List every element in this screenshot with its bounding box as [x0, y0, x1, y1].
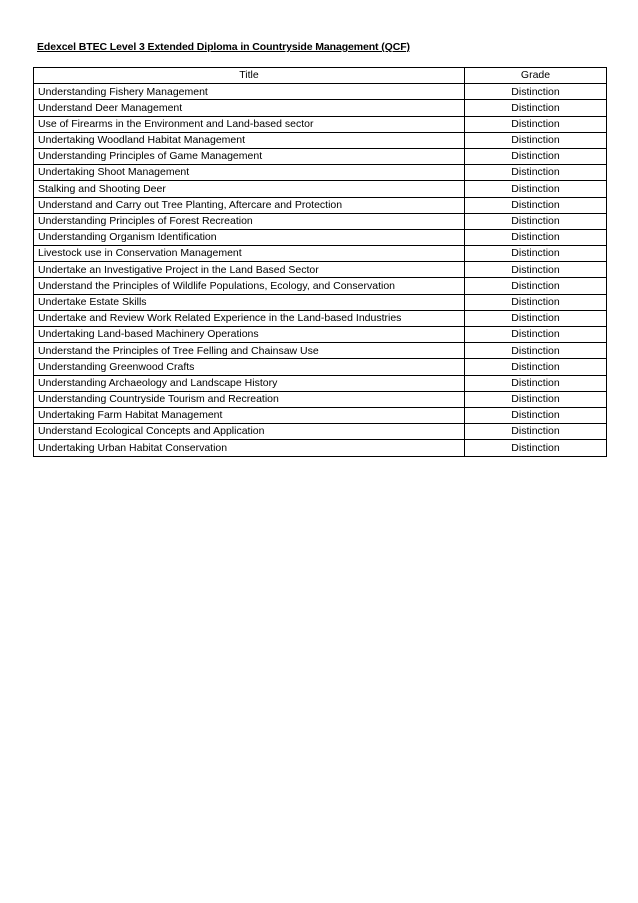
unit-title-cell: Understand the Principles of Tree Felling and Chainsaw Use: [34, 343, 465, 359]
table-row: [34, 84, 607, 100]
page-title: Edexcel BTEC Level 3 Extended Diploma in Countryside Management (QCF): [37, 41, 410, 53]
units-table: [33, 67, 607, 457]
unit-title-cell: Undertake an Investigative Project in the Land Based Sector: [34, 262, 465, 278]
table-row: [34, 132, 607, 148]
unit-title-cell: Livestock use in Conservation Management: [34, 246, 465, 262]
unit-title-cell: Understanding Countryside Tourism and Recreation: [34, 391, 465, 407]
table-row: [34, 375, 607, 391]
unit-title-cell: Understand Ecological Concepts and Application: [34, 424, 465, 440]
table-row: [34, 343, 607, 359]
table-row: [34, 391, 607, 407]
grade-cell: Distinction: [465, 262, 607, 278]
unit-title-cell: Understanding Principles of Game Management: [34, 148, 465, 164]
grade-cell: Distinction: [465, 132, 607, 148]
table-row: [34, 100, 607, 116]
unit-title-cell: Undertaking Land-based Machinery Operations: [34, 327, 465, 343]
grade-cell: Distinction: [465, 310, 607, 326]
table-row: [34, 197, 607, 213]
unit-title-cell: Understand Deer Management: [34, 100, 465, 116]
grade-cell: Distinction: [465, 327, 607, 343]
unit-title-cell: Understand and Carry out Tree Planting, Aftercare and Protection: [34, 197, 465, 213]
grade-cell: Distinction: [465, 391, 607, 407]
unit-title-cell: Understanding Principles of Forest Recreation: [34, 213, 465, 229]
grade-cell: Distinction: [465, 246, 607, 262]
table-row: [34, 213, 607, 229]
grade-cell: Distinction: [465, 181, 607, 197]
table-row: [34, 440, 607, 456]
table-row: [34, 262, 607, 278]
unit-title-cell: Stalking and Shooting Deer: [34, 181, 465, 197]
grade-cell: Distinction: [465, 100, 607, 116]
table-row: [34, 148, 607, 164]
unit-title-cell: Understanding Greenwood Crafts: [34, 359, 465, 375]
grade-cell: Distinction: [465, 375, 607, 391]
unit-title-cell: Understanding Archaeology and Landscape History: [34, 375, 465, 391]
table-row: [34, 359, 607, 375]
table-header-row: [34, 68, 607, 84]
grade-cell: Distinction: [465, 407, 607, 423]
grade-cell: Distinction: [465, 165, 607, 181]
grade-cell: Distinction: [465, 294, 607, 310]
unit-title-cell: Understand the Principles of Wildlife Populations, Ecology, and Conservation: [34, 278, 465, 294]
table-row: [34, 424, 607, 440]
grade-cell: Distinction: [465, 440, 607, 456]
unit-title-cell: Undertake and Review Work Related Experience in the Land-based Industries: [34, 310, 465, 326]
grade-cell: Distinction: [465, 148, 607, 164]
grade-cell: Distinction: [465, 84, 607, 100]
grade-cell: Distinction: [465, 343, 607, 359]
unit-title-cell: Undertaking Woodland Habitat Management: [34, 132, 465, 148]
grade-cell: Distinction: [465, 229, 607, 245]
unit-title-cell: Understanding Fishery Management: [34, 84, 465, 100]
grade-cell: Distinction: [465, 116, 607, 132]
grade-cell: Distinction: [465, 197, 607, 213]
unit-title-cell: Undertaking Urban Habitat Conservation: [34, 440, 465, 456]
unit-title-cell: Undertaking Shoot Management: [34, 165, 465, 181]
table-row: [34, 327, 607, 343]
table-row: [34, 294, 607, 310]
column-header-title: Title: [34, 68, 465, 84]
table-row: [34, 181, 607, 197]
unit-title-cell: Understanding Organism Identification: [34, 229, 465, 245]
table-row: [34, 310, 607, 326]
table-row: [34, 116, 607, 132]
grade-cell: Distinction: [465, 278, 607, 294]
table-row: [34, 407, 607, 423]
column-header-grade: Grade: [465, 68, 607, 84]
table-row: [34, 246, 607, 262]
grade-cell: Distinction: [465, 424, 607, 440]
table-row: [34, 278, 607, 294]
table-row: [34, 229, 607, 245]
grade-cell: Distinction: [465, 213, 607, 229]
table-body: [34, 84, 607, 456]
grade-cell: Distinction: [465, 359, 607, 375]
unit-title-cell: Undertaking Farm Habitat Management: [34, 407, 465, 423]
unit-title-cell: Use of Firearms in the Environment and Land-based sector: [34, 116, 465, 132]
table-row: [34, 165, 607, 181]
unit-title-cell: Undertake Estate Skills: [34, 294, 465, 310]
